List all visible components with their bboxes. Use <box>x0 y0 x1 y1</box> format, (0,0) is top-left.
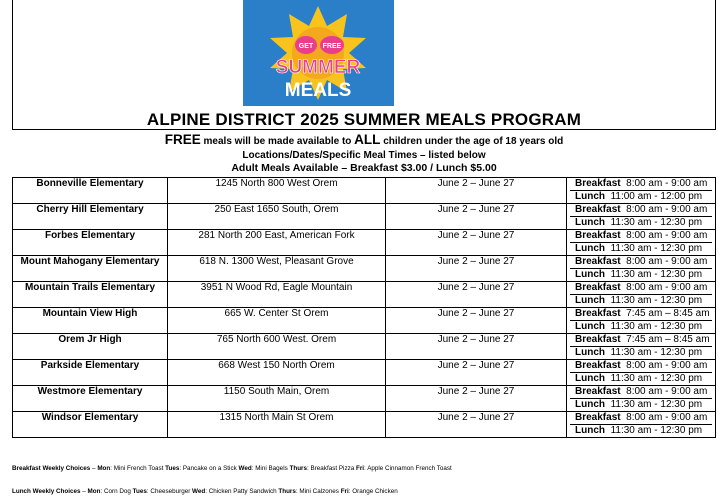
breakfast-time-line <box>570 360 712 372</box>
meal-times <box>567 334 716 360</box>
breakfast-time: 7:45 am – 8:45 am <box>626 308 710 319</box>
breakfast-time: 8:00 am - 9:00 am <box>626 204 708 215</box>
breakfast-time: 8:00 am - 9:00 am <box>626 360 708 371</box>
lunch-choices-heading: Lunch Weekly Choices <box>12 488 81 495</box>
breakfast-time: 8:00 am - 9:00 am <box>626 256 708 267</box>
lunch-time-line <box>570 190 712 203</box>
lunch-time-line <box>570 320 712 333</box>
lunch-label: Lunch <box>575 243 605 254</box>
choice-item: Pancake on a Stick <box>182 465 237 472</box>
service-dates: June 2 – June 27 <box>386 334 567 360</box>
free-text-1: meals will be made available to <box>200 136 355 147</box>
lunch-time-line <box>570 398 712 411</box>
meal-times <box>567 256 716 282</box>
site-row <box>13 178 716 204</box>
breakfast-time-line <box>570 230 712 242</box>
choice-item: Corn Dog <box>103 488 131 495</box>
speech-bubble-get-icon <box>295 36 317 54</box>
school-name: Westmore Elementary <box>13 386 168 412</box>
all-emphasis: ALL <box>354 132 381 147</box>
site-row <box>13 360 716 386</box>
school-name: Mountain Trails Elementary <box>13 282 168 308</box>
school-name: Mountain View High <box>13 308 168 334</box>
breakfast-time: 8:00 am - 9:00 am <box>626 412 708 423</box>
lunch-label: Lunch <box>575 295 605 306</box>
site-row <box>13 256 716 282</box>
school-address: 3951 N Wood Rd, Eagle Mountain <box>168 282 386 308</box>
lunch-label: Lunch <box>575 425 605 436</box>
breakfast-label: Breakfast <box>575 308 621 319</box>
choice-item: Mini French Toast <box>113 465 164 472</box>
meal-times <box>567 360 716 386</box>
lunch-time: 11:30 am - 12:30 pm <box>610 321 703 332</box>
lunch-choices-items: Mon: Corn Dog Tues: Cheeseburger Wed: Chicken Patty Sandwich Thurs: Mini Calzones Fri: Orange Chicken <box>87 488 398 495</box>
service-dates: June 2 – June 27 <box>386 412 567 438</box>
free-meals-notice <box>12 132 716 147</box>
school-address: 1315 North Main St Orem <box>168 412 386 438</box>
breakfast-time-line <box>570 386 712 398</box>
meal-times <box>567 178 716 204</box>
breakfast-time: 8:00 am - 9:00 am <box>626 386 708 397</box>
school-address: 618 N. 1300 West, Pleasant Grove <box>168 256 386 282</box>
service-dates: June 2 – June 27 <box>386 178 567 204</box>
lunch-time: 11:30 am - 12:30 pm <box>610 399 703 410</box>
breakfast-label: Breakfast <box>575 282 621 293</box>
lunch-time-line <box>570 242 712 255</box>
lunch-time: 11:30 am - 12:30 pm <box>610 269 703 280</box>
meal-sites-table <box>12 177 716 438</box>
meal-times <box>567 412 716 438</box>
speech-bubble-free-icon <box>320 36 344 54</box>
adult-meals-notice: Adult Meals Available – Breakfast $3.00 / Lunch $5.00 <box>231 162 497 174</box>
logo-summer-text: SUMMER <box>275 57 361 78</box>
service-dates: June 2 – June 27 <box>386 204 567 230</box>
choice-day: Fri <box>356 465 365 472</box>
lunch-label: Lunch <box>575 191 605 202</box>
lunch-label: Lunch <box>575 347 605 358</box>
lunch-label: Lunch <box>575 399 605 410</box>
logo-free-text: FREE <box>322 43 342 50</box>
site-row <box>13 334 716 360</box>
school-name: Bonneville Elementary <box>13 178 168 204</box>
choice-item: Breakfast Pizza <box>310 465 355 472</box>
breakfast-label: Breakfast <box>575 386 621 397</box>
breakfast-time-line <box>570 282 712 294</box>
school-name: Mount Mahogany Elementary <box>13 256 168 282</box>
site-row <box>13 412 716 438</box>
breakfast-label: Breakfast <box>575 334 621 345</box>
breakfast-time-line <box>570 334 712 346</box>
lunch-time-line <box>570 216 712 229</box>
choice-day: Wed <box>192 488 206 495</box>
meal-times <box>567 282 716 308</box>
service-dates: June 2 – June 27 <box>386 256 567 282</box>
locations-notice: Locations/Dates/Specific Meal Times – listed below <box>242 150 486 161</box>
school-name: Forbes Elementary <box>13 230 168 256</box>
lunch-time: 11:30 am - 12:30 pm <box>610 217 703 228</box>
breakfast-time-line <box>570 204 712 216</box>
lunch-time: 11:30 am - 12:30 pm <box>610 425 703 436</box>
choice-day: Wed <box>238 465 252 472</box>
breakfast-time: 7:45 am – 8:45 am <box>626 334 710 345</box>
breakfast-label: Breakfast <box>575 204 621 215</box>
breakfast-time-line <box>570 178 712 190</box>
school-name: Windsor Elementary <box>13 412 168 438</box>
lunch-time: 11:30 am - 12:30 pm <box>610 347 703 358</box>
service-dates: June 2 – June 27 <box>386 308 567 334</box>
choice-item: Cheeseburger <box>150 488 191 495</box>
logo-meals-text: MEALS <box>284 80 352 101</box>
lunch-label: Lunch <box>575 217 605 228</box>
school-address: 250 East 1650 South, Orem <box>168 204 386 230</box>
breakfast-time: 8:00 am - 9:00 am <box>626 282 708 293</box>
choice-day: Tues <box>132 488 147 495</box>
service-dates: June 2 – June 27 <box>386 386 567 412</box>
lunch-time-line <box>570 346 712 359</box>
breakfast-time-line <box>570 256 712 268</box>
choice-item: Mini Bagels <box>255 465 288 472</box>
breakfast-label: Breakfast <box>575 230 621 241</box>
page-title: ALPINE DISTRICT 2025 SUMMER MEALS PROGRAM <box>146 110 582 129</box>
school-address: 665 W. Center St Orem <box>168 308 386 334</box>
breakfast-label: Breakfast <box>575 360 621 371</box>
free-emphasis: FREE <box>164 132 201 147</box>
lunch-time-line <box>570 424 712 437</box>
free-text-2: children under the age of 18 years old <box>380 136 564 147</box>
lunch-time-line <box>570 294 712 307</box>
school-name: Parkside Elementary <box>13 360 168 386</box>
breakfast-label: Breakfast <box>575 412 621 423</box>
lunch-time-line <box>570 268 712 281</box>
meal-sites-body <box>13 178 716 438</box>
site-row <box>13 204 716 230</box>
lunch-label: Lunch <box>575 373 605 384</box>
lunch-time-line <box>570 372 712 385</box>
choice-item: Chicken Patty Sandwich <box>208 488 277 495</box>
site-row <box>13 308 716 334</box>
school-address: 1245 North 800 West Orem <box>168 178 386 204</box>
breakfast-label: Breakfast <box>575 256 621 267</box>
service-dates: June 2 – June 27 <box>386 230 567 256</box>
meal-times <box>567 386 716 412</box>
breakfast-label: Breakfast <box>575 178 621 189</box>
service-dates: June 2 – June 27 <box>386 360 567 386</box>
lunch-label: Lunch <box>575 321 605 332</box>
lunch-label: Lunch <box>575 269 605 280</box>
site-row <box>13 230 716 256</box>
meal-times <box>567 204 716 230</box>
school-address: 668 West 150 North Orem <box>168 360 386 386</box>
lunch-time: 11:30 am - 12:30 pm <box>610 243 703 254</box>
school-address: 765 North 600 West. Orem <box>168 334 386 360</box>
choice-day: Mon <box>97 465 111 472</box>
choice-item: Orange Chicken <box>352 488 398 495</box>
breakfast-time-line <box>570 412 712 424</box>
breakfast-choices-heading: Breakfast Weekly Choices <box>12 465 91 472</box>
lunch-time: 11:30 am - 12:30 pm <box>610 373 703 384</box>
breakfast-choices-items: Mon: Mini French Toast Tues: Pancake on a Stick Wed: Mini Bagels Thurs: Breakfast Pizza Fri: Apple Cinnamon French Toast <box>97 465 452 472</box>
choice-day: Thurs <box>289 465 307 472</box>
summer-meals-logo <box>243 0 394 106</box>
logo-get-text: GET <box>298 43 314 50</box>
breakfast-weekly-choices: Breakfast Weekly Choices – Mon: Mini French Toast Tues: Pancake on a Stick Wed: Mini Bagels Thurs: Breakfast Pizza Fri: Apple Cinnamon French Toast <box>12 465 452 472</box>
school-name: Cherry Hill Elementary <box>13 204 168 230</box>
meal-times <box>567 230 716 256</box>
school-address: 1150 South Main, Orem <box>168 386 386 412</box>
breakfast-time-line <box>570 308 712 320</box>
site-row <box>13 282 716 308</box>
lunch-time: 11:00 am - 12:00 pm <box>610 191 703 202</box>
service-dates: June 2 – June 27 <box>386 282 567 308</box>
lunch-weekly-choices: Lunch Weekly Choices – Mon: Corn Dog Tues: Cheeseburger Wed: Chicken Patty Sandwich Thurs: Mini Calzones Fri: Orange Chicken <box>12 488 398 495</box>
site-row <box>13 386 716 412</box>
breakfast-time: 8:00 am - 9:00 am <box>626 178 708 189</box>
school-address: 281 North 200 East, American Fork <box>168 230 386 256</box>
choice-day: Thurs <box>278 488 296 495</box>
logo-artwork <box>243 0 394 106</box>
choice-day: Mon <box>87 488 101 495</box>
choice-day: Tues <box>165 465 180 472</box>
choice-item: Mini Calzones <box>299 488 339 495</box>
breakfast-time: 8:00 am - 9:00 am <box>626 230 708 241</box>
school-name: Orem Jr High <box>13 334 168 360</box>
meal-times <box>567 308 716 334</box>
choice-item: Apple Cinnamon French Toast <box>367 465 452 472</box>
choice-day: Fri <box>340 488 349 495</box>
lunch-time: 11:30 am - 12:30 pm <box>610 295 703 306</box>
